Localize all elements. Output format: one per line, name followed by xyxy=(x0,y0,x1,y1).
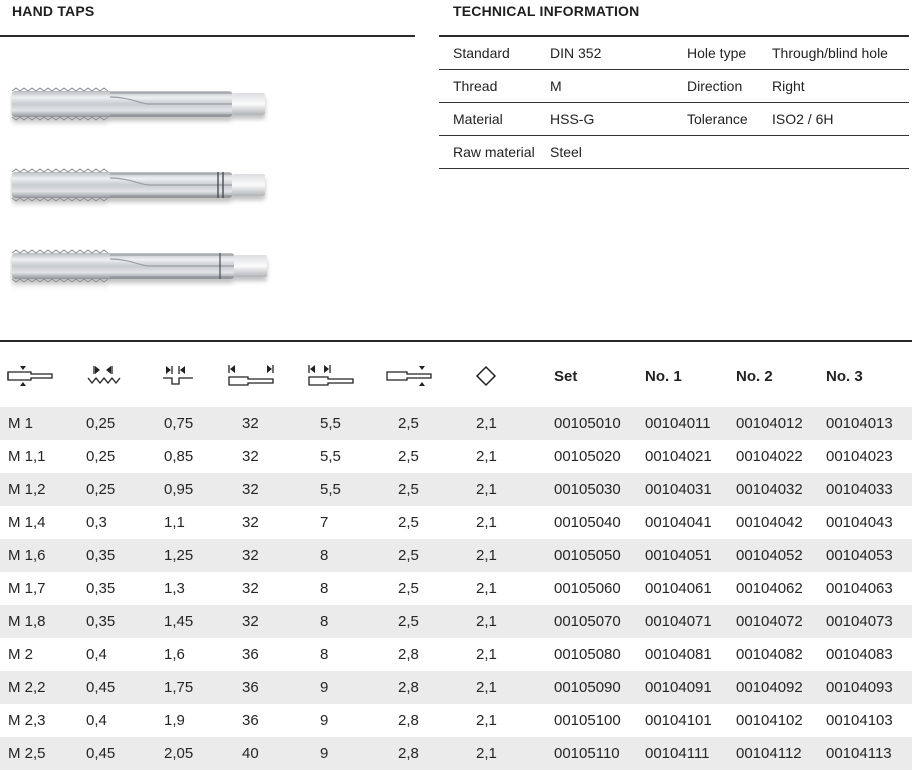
cell-core-drill: 1,45 xyxy=(164,613,194,630)
cell-no2-article: 00104092 xyxy=(736,679,803,696)
cell-thread-length: 7 xyxy=(320,514,329,531)
cell-set-article: 00105040 xyxy=(554,514,621,531)
cell-size: M 1,8 xyxy=(8,613,46,630)
cell-pitch: 0,4 xyxy=(86,646,107,663)
cell-core-drill: 1,3 xyxy=(164,580,185,597)
cell-no1-article: 00104071 xyxy=(645,613,712,630)
cell-pitch: 0,25 xyxy=(86,481,116,498)
core-drill-diameter-icon xyxy=(161,363,195,389)
cell-no3-article: 00104053 xyxy=(826,547,893,564)
tech-label: Standard xyxy=(453,45,510,61)
table-row xyxy=(0,506,912,539)
cell-no2-article: 00104032 xyxy=(736,481,803,498)
cell-no1-article: 00104091 xyxy=(645,679,712,696)
cell-square: 2,1 xyxy=(476,679,497,696)
cell-thread-length: 8 xyxy=(320,547,329,564)
tech-label: Hole type xyxy=(687,45,747,61)
cell-pitch: 0,35 xyxy=(86,613,116,630)
cell-no3-article: 00104073 xyxy=(826,613,893,630)
cell-size: M 2,3 xyxy=(8,712,46,729)
cell-no3-article: 00104093 xyxy=(826,679,893,696)
cell-square: 2,1 xyxy=(476,613,497,630)
tech-label: Raw material xyxy=(453,144,535,160)
column-header-set: Set xyxy=(554,367,578,385)
cell-no1-article: 00104011 xyxy=(645,415,711,432)
table-header-row xyxy=(0,341,912,407)
table-row xyxy=(0,704,912,737)
cell-square: 2,1 xyxy=(476,646,497,663)
cell-size: M 1 xyxy=(8,415,34,432)
cell-shank: 2,5 xyxy=(398,514,419,531)
cell-shank: 2,8 xyxy=(398,745,419,762)
tech-value: Through/blind hole xyxy=(772,45,888,61)
thread-pitch-icon xyxy=(86,363,122,389)
cell-thread-length: 5,5 xyxy=(320,448,341,465)
cell-no3-article: 00104023 xyxy=(826,448,893,465)
cell-thread-length: 8 xyxy=(320,613,329,630)
cell-shank: 2,5 xyxy=(398,547,419,564)
table-row xyxy=(0,473,912,506)
cell-no2-article: 00104052 xyxy=(736,547,803,564)
hand-taps-title: HAND TAPS xyxy=(12,3,95,19)
cell-set-article: 00105010 xyxy=(554,415,621,432)
cell-square: 2,1 xyxy=(476,580,497,597)
cell-square: 2,1 xyxy=(476,448,497,465)
cell-square: 2,1 xyxy=(476,547,497,564)
tech-value: Steel xyxy=(550,144,582,160)
total-length-icon xyxy=(226,363,276,389)
cell-thread-length: 9 xyxy=(320,745,329,762)
cell-total-length: 32 xyxy=(242,415,259,432)
cell-shank: 2,5 xyxy=(398,613,419,630)
cell-thread-length: 5,5 xyxy=(320,481,341,498)
cell-shank: 2,5 xyxy=(398,415,419,432)
hand-tap-image-2 xyxy=(10,166,272,214)
cell-shank: 2,5 xyxy=(398,580,419,597)
cell-set-article: 00105090 xyxy=(554,679,621,696)
cell-no1-article: 00104031 xyxy=(645,481,712,498)
cell-no2-article: 00104042 xyxy=(736,514,803,531)
cell-square: 2,1 xyxy=(476,712,497,729)
cell-no2-article: 00104072 xyxy=(736,613,803,630)
cell-shank: 2,8 xyxy=(398,679,419,696)
cell-no1-article: 00104101 xyxy=(645,712,712,729)
cell-no2-article: 00104082 xyxy=(736,646,803,663)
table-row xyxy=(0,539,912,572)
cell-core-drill: 1,25 xyxy=(164,547,194,564)
cell-pitch: 0,45 xyxy=(86,745,116,762)
hand-tap-image-1 xyxy=(10,85,272,133)
cell-shank: 2,5 xyxy=(398,448,419,465)
cell-square: 2,1 xyxy=(476,481,497,498)
cell-no3-article: 00104043 xyxy=(826,514,893,531)
cell-core-drill: 1,6 xyxy=(164,646,185,663)
cell-no1-article: 00104051 xyxy=(645,547,712,564)
cell-no2-article: 00104012 xyxy=(736,415,803,432)
cell-pitch: 0,35 xyxy=(86,580,116,597)
tech-label: Direction xyxy=(687,78,743,94)
cell-shank: 2,8 xyxy=(398,646,419,663)
cell-set-article: 00105060 xyxy=(554,580,621,597)
tech-value: HSS-G xyxy=(550,111,595,127)
cell-no1-article: 00104111 xyxy=(645,745,710,762)
hand-tap-image-3 xyxy=(10,247,272,295)
cell-total-length: 32 xyxy=(242,481,259,498)
cell-size: M 1,2 xyxy=(8,481,46,498)
cell-no3-article: 00104033 xyxy=(826,481,893,498)
cell-pitch: 0,4 xyxy=(86,712,107,729)
cell-total-length: 32 xyxy=(242,448,259,465)
table-row xyxy=(0,572,912,605)
table-row xyxy=(0,440,912,473)
cell-thread-length: 8 xyxy=(320,646,329,663)
cell-no3-article: 00104103 xyxy=(826,712,893,729)
cell-no2-article: 00104062 xyxy=(736,580,803,597)
cell-total-length: 36 xyxy=(242,679,259,696)
cell-core-drill: 2,05 xyxy=(164,745,194,762)
cell-no1-article: 00104041 xyxy=(645,514,712,531)
cell-pitch: 0,25 xyxy=(86,415,116,432)
tech-row-standard xyxy=(439,37,909,70)
table-row xyxy=(0,737,912,770)
cell-pitch: 0,35 xyxy=(86,547,116,564)
cell-square: 2,1 xyxy=(476,514,497,531)
cell-square: 2,1 xyxy=(476,415,497,432)
cell-core-drill: 0,95 xyxy=(164,481,194,498)
table-row xyxy=(0,671,912,704)
cell-size: M 2 xyxy=(8,646,34,663)
cell-core-drill: 1,1 xyxy=(164,514,185,531)
cell-square: 2,1 xyxy=(476,745,497,762)
cell-set-article: 00105030 xyxy=(554,481,621,498)
square-drive-icon xyxy=(474,363,498,389)
cell-total-length: 32 xyxy=(242,547,259,564)
cell-size: M 1,4 xyxy=(8,514,46,531)
cell-core-drill: 0,85 xyxy=(164,448,194,465)
cell-pitch: 0,45 xyxy=(86,679,116,696)
hand-taps-divider xyxy=(0,35,415,37)
cell-set-article: 00105080 xyxy=(554,646,621,663)
cell-set-article: 00105070 xyxy=(554,613,621,630)
cell-size: M 2,2 xyxy=(8,679,46,696)
cell-no3-article: 00104013 xyxy=(826,415,893,432)
technical-information-table xyxy=(439,37,909,169)
column-header-no1: No. 1 xyxy=(645,367,682,385)
cell-no2-article: 00104102 xyxy=(736,712,803,729)
cell-no2-article: 00104112 xyxy=(736,745,802,762)
tech-label: Tolerance xyxy=(687,111,748,127)
cell-size: M 1,7 xyxy=(8,580,46,597)
cell-thread-length: 9 xyxy=(320,679,329,696)
tech-label: Material xyxy=(453,111,503,127)
cell-core-drill: 1,9 xyxy=(164,712,185,729)
tech-row-material xyxy=(439,103,909,136)
tech-row-raw-material xyxy=(439,136,909,169)
cell-no3-article: 00104113 xyxy=(826,745,892,762)
cell-set-article: 00105050 xyxy=(554,547,621,564)
shank-diameter-icon xyxy=(385,363,433,389)
cell-no1-article: 00104081 xyxy=(645,646,712,663)
cell-size: M 1,6 xyxy=(8,547,46,564)
cell-total-length: 32 xyxy=(242,580,259,597)
technical-information-title: TECHNICAL INFORMATION xyxy=(453,3,640,19)
nominal-diameter-icon xyxy=(6,363,54,389)
cell-total-length: 36 xyxy=(242,646,259,663)
thread-length-icon xyxy=(306,363,356,389)
cell-shank: 2,8 xyxy=(398,712,419,729)
tech-value: Right xyxy=(772,78,805,94)
cell-total-length: 32 xyxy=(242,613,259,630)
cell-total-length: 32 xyxy=(242,514,259,531)
column-header-no2: No. 2 xyxy=(736,367,773,385)
tech-row-thread xyxy=(439,70,909,103)
tech-value: DIN 352 xyxy=(550,45,602,61)
table-body xyxy=(0,407,912,770)
table-row xyxy=(0,605,912,638)
table-row xyxy=(0,407,912,440)
cell-core-drill: 1,75 xyxy=(164,679,194,696)
cell-thread-length: 8 xyxy=(320,580,329,597)
cell-set-article: 00105110 xyxy=(554,745,620,762)
tech-label: Thread xyxy=(453,78,498,94)
cell-total-length: 40 xyxy=(242,745,259,762)
cell-thread-length: 5,5 xyxy=(320,415,341,432)
tech-value: M xyxy=(550,78,562,94)
cell-total-length: 36 xyxy=(242,712,259,729)
cell-pitch: 0,25 xyxy=(86,448,116,465)
cell-set-article: 00105020 xyxy=(554,448,621,465)
cell-no1-article: 00104061 xyxy=(645,580,712,597)
column-header-no3: No. 3 xyxy=(826,367,863,385)
cell-no1-article: 00104021 xyxy=(645,448,712,465)
cell-core-drill: 0,75 xyxy=(164,415,194,432)
cell-size: M 2,5 xyxy=(8,745,46,762)
cell-thread-length: 9 xyxy=(320,712,329,729)
tech-value: ISO2 / 6H xyxy=(772,111,834,127)
hand-taps-table xyxy=(0,341,912,770)
cell-size: M 1,1 xyxy=(8,448,46,465)
cell-no3-article: 00104063 xyxy=(826,580,893,597)
cell-set-article: 00105100 xyxy=(554,712,621,729)
cell-pitch: 0,3 xyxy=(86,514,107,531)
cell-shank: 2,5 xyxy=(398,481,419,498)
table-row xyxy=(0,638,912,671)
cell-no2-article: 00104022 xyxy=(736,448,803,465)
cell-no3-article: 00104083 xyxy=(826,646,893,663)
